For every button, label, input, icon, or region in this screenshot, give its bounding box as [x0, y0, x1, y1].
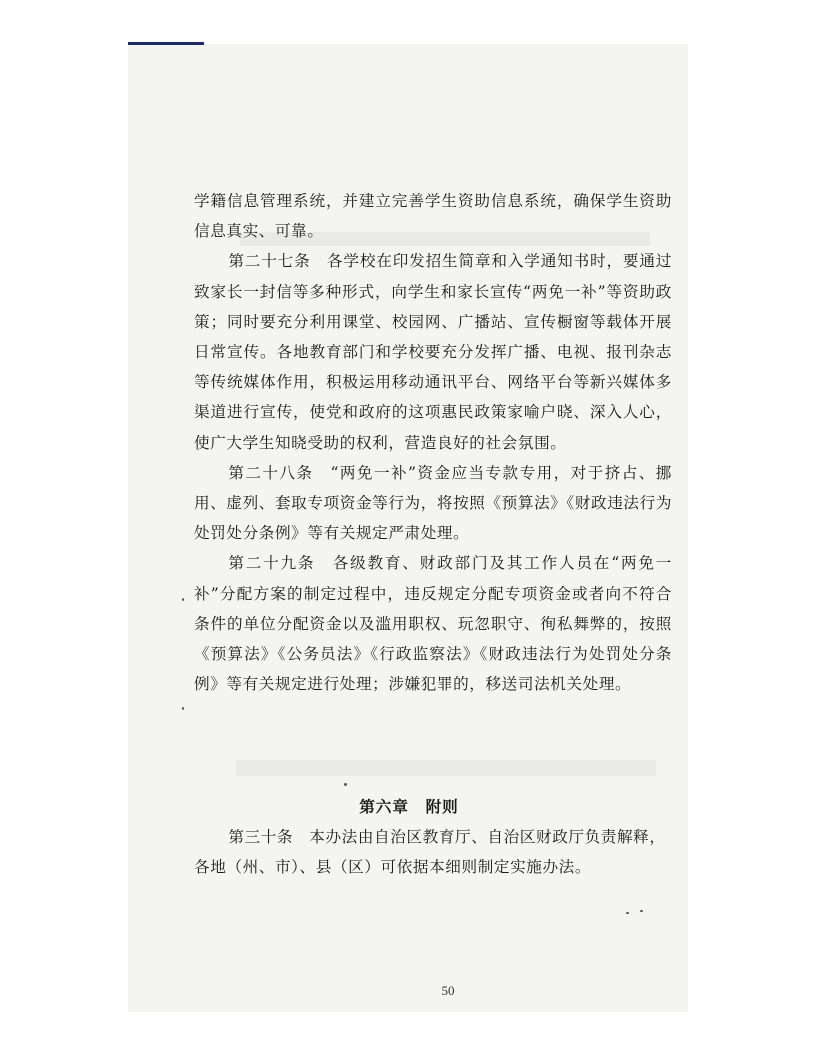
scan-speck: [640, 910, 643, 912]
scan-smudge: [236, 760, 656, 776]
scan-speck: [344, 783, 347, 786]
paragraph: 第二十九条 各级教育、财政部门及其工作人员在“两免一补”分配方案的制定过程中，违反规定分配专项资金或者向不符合条件的单位分配资金以及滥用职权、玩忽职守、徇私舞弊的，按照《预算法》《公务员法》《行政监察法》《财政违法行为处罚处分条例》等有关规定进行处理；涉嫌犯罪的，移送司法机关处理。: [194, 554, 672, 694]
page-number: 50: [441, 983, 455, 998]
body-text: [194, 186, 672, 699]
paragraph: 第二十七条 各学校在印发招生简章和入学通知书时，要通过致家长一封信等多种形式，向学生和家长宣传“两免一补”等资助政策；同时要充分利用课堂、校园网、广播站、宣传橱窗等载体开展日常宣传。各地教育部门和学校要充分发挥广播、电视、报刊杂志等传统媒体作用，积极运用移动通讯平台、网络平台等新兴媒体多渠道进行宣传，使党和政府的这项惠民政策家喻户晓、深入人心，使广大学生知晓受助的权利，营造良好的社会氛围。: [194, 252, 672, 452]
chapter-title: 第六章 附则: [359, 798, 459, 816]
scan-speck: [182, 707, 184, 710]
paragraph: 学籍信息管理系统，并建立完善学生资助信息系统，确保学生资助信息真实、可靠。: [194, 192, 672, 241]
scan-speck: [626, 912, 629, 914]
scan-speck: [182, 598, 184, 601]
scan-edge-mark: [128, 42, 204, 45]
paragraph: 第三十条 本办法由自治区教育厅、自治区财政厅负责解释，各地（州、市）、县（区）可依据本细则制定实施办法。: [194, 828, 666, 877]
paragraph: 第二十八条 “两免一补”资金应当专款专用，对于挤占、挪用、虚列、套取专项资金等行为，将按照《预算法》《财政违法行为处罚处分条例》等有关规定严肃处理。: [194, 463, 673, 543]
chapter-body: [194, 822, 672, 882]
